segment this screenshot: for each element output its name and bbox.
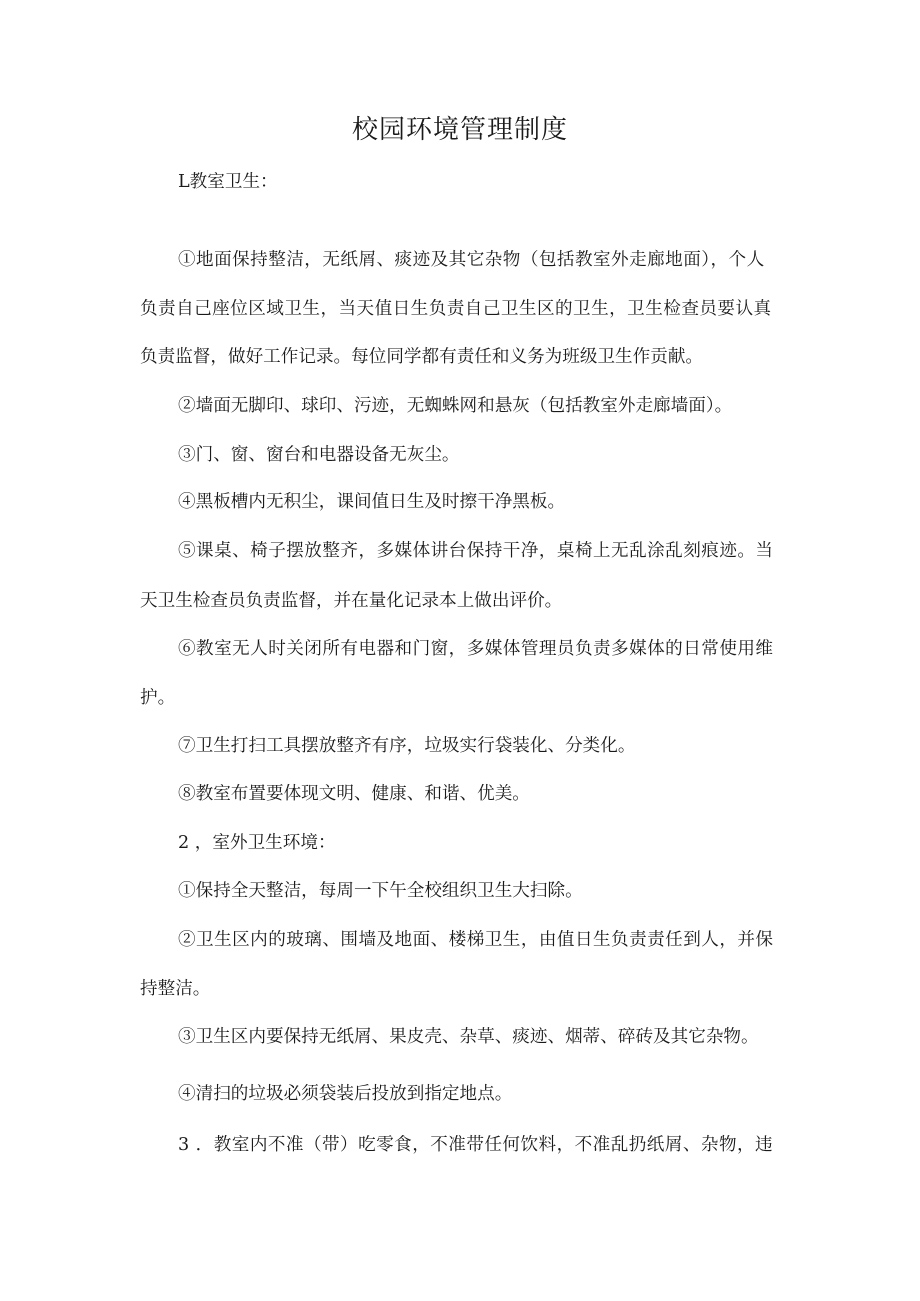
paragraph-line: ⑧教室布置要体现文明、健康、和谐、优美。 (178, 784, 530, 804)
paragraph-line: 天卫生检查员负责监督，并在量化记录本上做出评价。 (140, 591, 563, 611)
paragraph-line: 持整洁。 (140, 979, 211, 999)
paragraph-line: 负责监督，做好工作记录。每位同学都有责任和义务为班级卫生作贡献。 (140, 347, 704, 367)
paragraph-line: ③门、窗、窗台和电器设备无灰尘。 (178, 445, 460, 465)
paragraph-line: ⑦卫生打扫工具摆放整齐有序，垃圾实行袋装化、分类化。 (178, 736, 636, 756)
paragraph-line: ③卫生区内要保持无纸屑、果皮壳、杂草、痰迹、烟蒂、碎砖及其它杂物。 (178, 1027, 759, 1047)
paragraph-line: ②墙面无脚印、球印、污迹，无蜘蛛网和悬灰（包括教室外走廊墙面）。 (178, 396, 733, 416)
page-title: 校园环境管理制度 (351, 115, 568, 145)
paragraph-line: ①保持全天整洁，每周一下午全校组织卫生大扫除。 (178, 881, 583, 901)
paragraph-line: ⑥教室无人时关闭所有电器和门窗，多媒体管理员负责多媒体的日常使用维 (178, 639, 774, 659)
section-heading-classroom: L教室卫生： (178, 172, 278, 192)
section-heading-rules: 3 ．教室内不准（带）吃零食，不准带任何饮料，不准乱扔纸屑、杂物，违 (178, 1135, 774, 1155)
paragraph-line: ④黑板槽内无积尘，课间值日生及时擦干净黑板。 (178, 492, 566, 512)
paragraph-line: 护。 (140, 688, 176, 708)
paragraph-line: ②卫生区内的玻璃、围墙及地面、楼梯卫生，由值日生负责责任到人，并保 (178, 930, 774, 950)
paragraph-line: 负责自己座位区域卫生，当天值日生负责自己卫生区的卫生，卫生检查员要认真 (140, 299, 772, 319)
paragraph-line: ④清扫的垃圾必须袋装后投放到指定地点。 (178, 1084, 513, 1104)
paragraph-line: ⑤课桌、椅子摆放整齐，多媒体讲台保持干净，桌椅上无乱涂乱刻痕迹。当 (178, 541, 774, 561)
paragraph-line: ①地面保持整洁，无纸屑、痰迹及其它杂物（包括教室外走廊地面），个人 (178, 250, 765, 270)
section-heading-outdoor: 2 ，室外卫生环境： (178, 833, 336, 853)
